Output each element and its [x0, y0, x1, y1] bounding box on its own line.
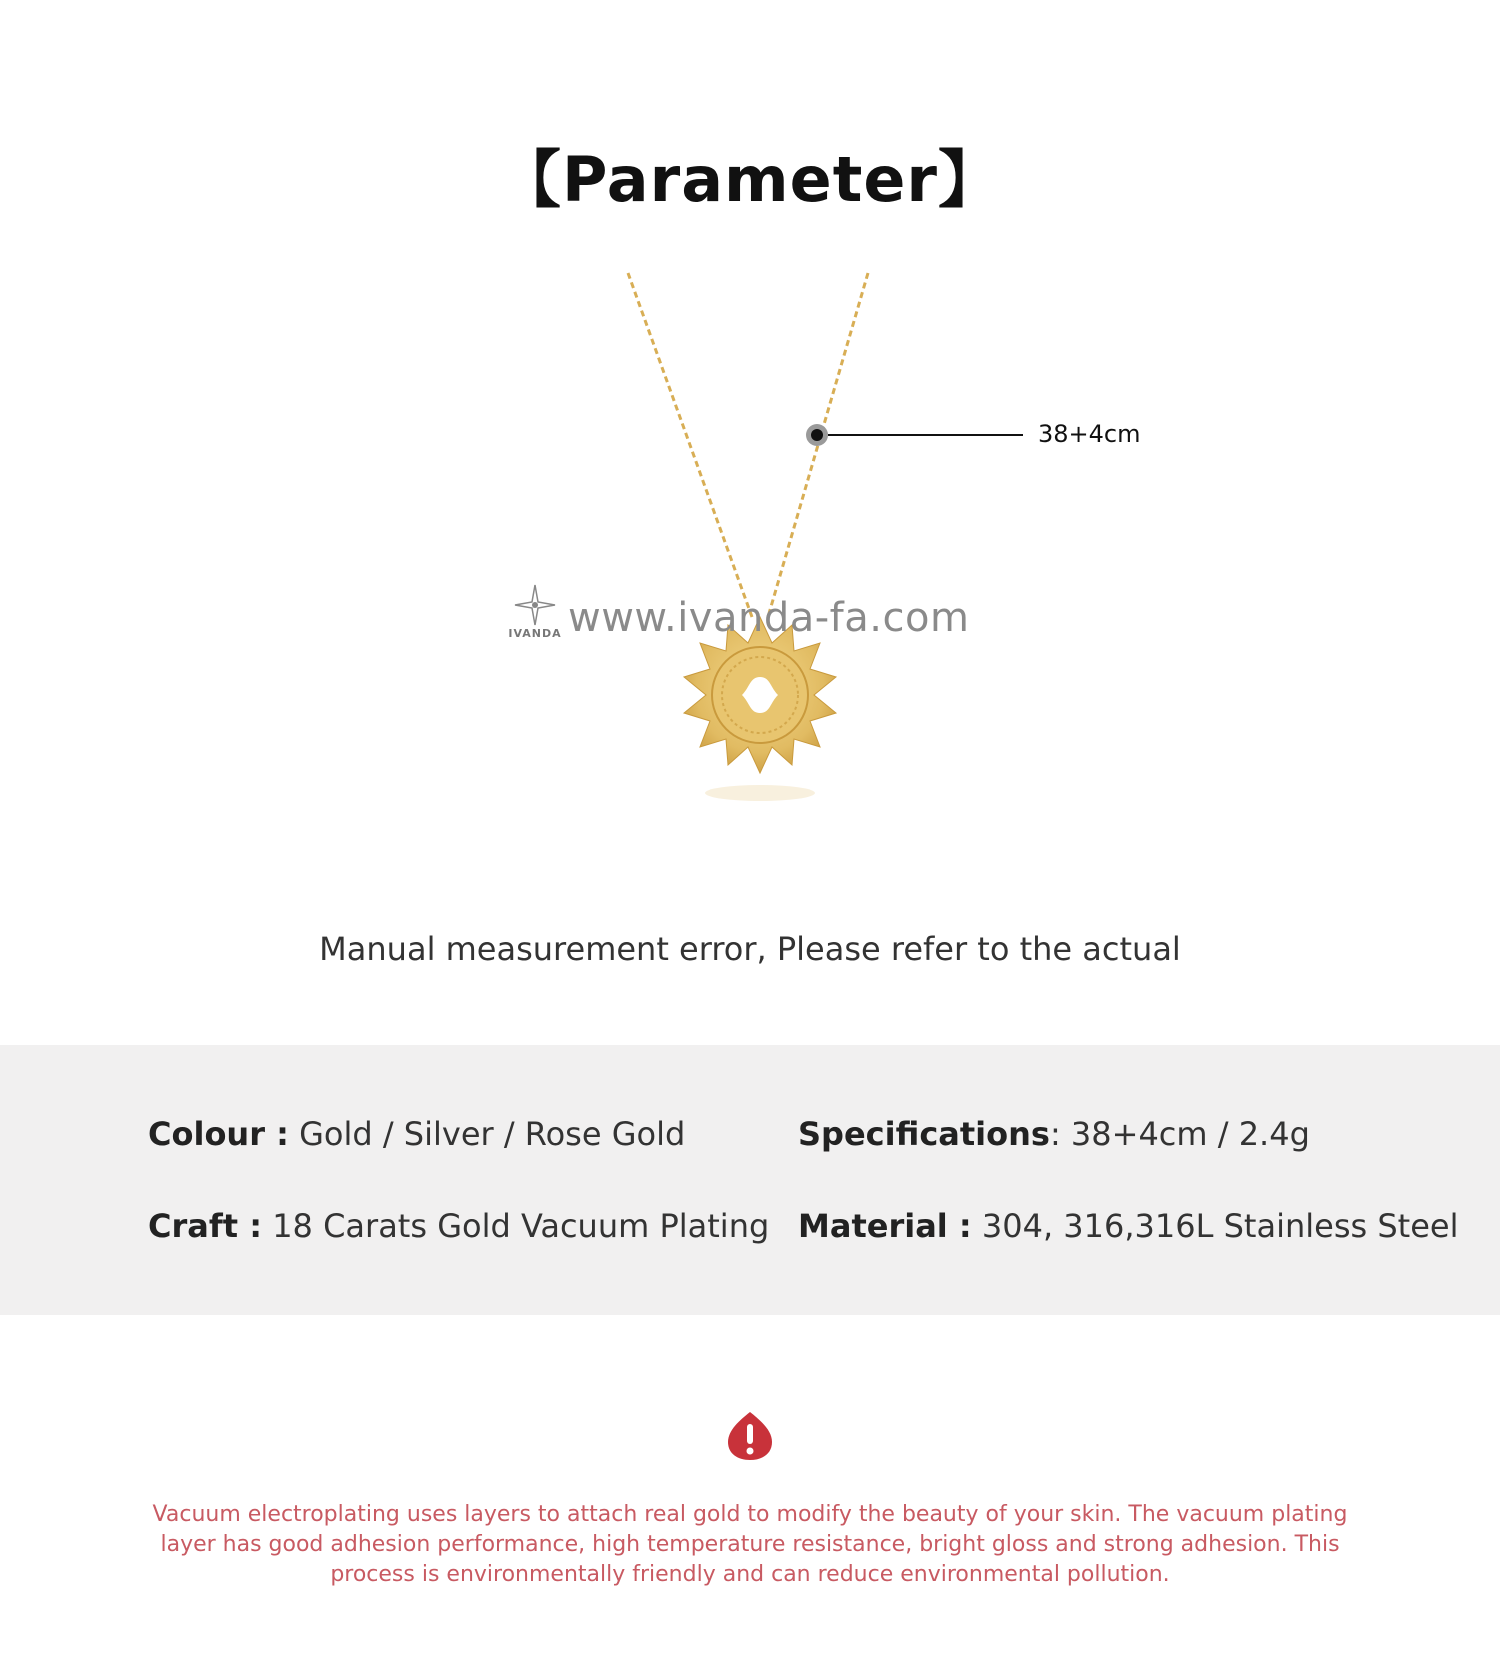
spec-specifications-value: : 38+4cm / 2.4g	[1049, 1115, 1310, 1153]
page-title: 【Parameter】	[499, 143, 1001, 216]
spec-colour	[148, 1115, 685, 1153]
spec-craft	[148, 1207, 769, 1245]
spec-colour-value: Gold / Silver / Rose Gold	[299, 1115, 686, 1153]
warning-text: Vacuum electroplating uses layers to attach real gold to modify the beauty of your skin. The vacuum plating layer has good adhesion performance, high temperature resistance, bright gloss and strong adhesion. This process is environmentally friendly and can reduce environmental pollution.	[152, 1502, 1348, 1587]
measurement-label: 38+4cm	[1038, 420, 1141, 448]
spec-craft-key: Craft :	[148, 1207, 263, 1245]
spec-material-key: Material :	[798, 1207, 972, 1245]
chain-left	[628, 273, 752, 617]
product-image	[480, 265, 1160, 805]
watermark-logo	[508, 583, 562, 645]
necklace-illustration	[480, 265, 1160, 805]
spec-material-value: 304, 316,316L Stainless Steel	[981, 1207, 1459, 1245]
spec-material	[798, 1207, 1458, 1245]
watermark-brand: IVANDA	[508, 627, 562, 640]
exclamation-icon	[726, 1410, 774, 1462]
watermark-url: www.ivanda-fa.com	[568, 595, 970, 641]
star-icon	[508, 583, 562, 627]
spec-specifications	[798, 1115, 1310, 1153]
spec-panel	[0, 1045, 1500, 1315]
spec-craft-value: 18 Carats Gold Vacuum Plating	[272, 1207, 770, 1245]
spec-specifications-key: Specifications	[798, 1115, 1050, 1153]
spec-colour-key: Colour :	[148, 1115, 289, 1153]
measurement-note: Manual measurement error, Please refer to the actual	[319, 930, 1181, 968]
